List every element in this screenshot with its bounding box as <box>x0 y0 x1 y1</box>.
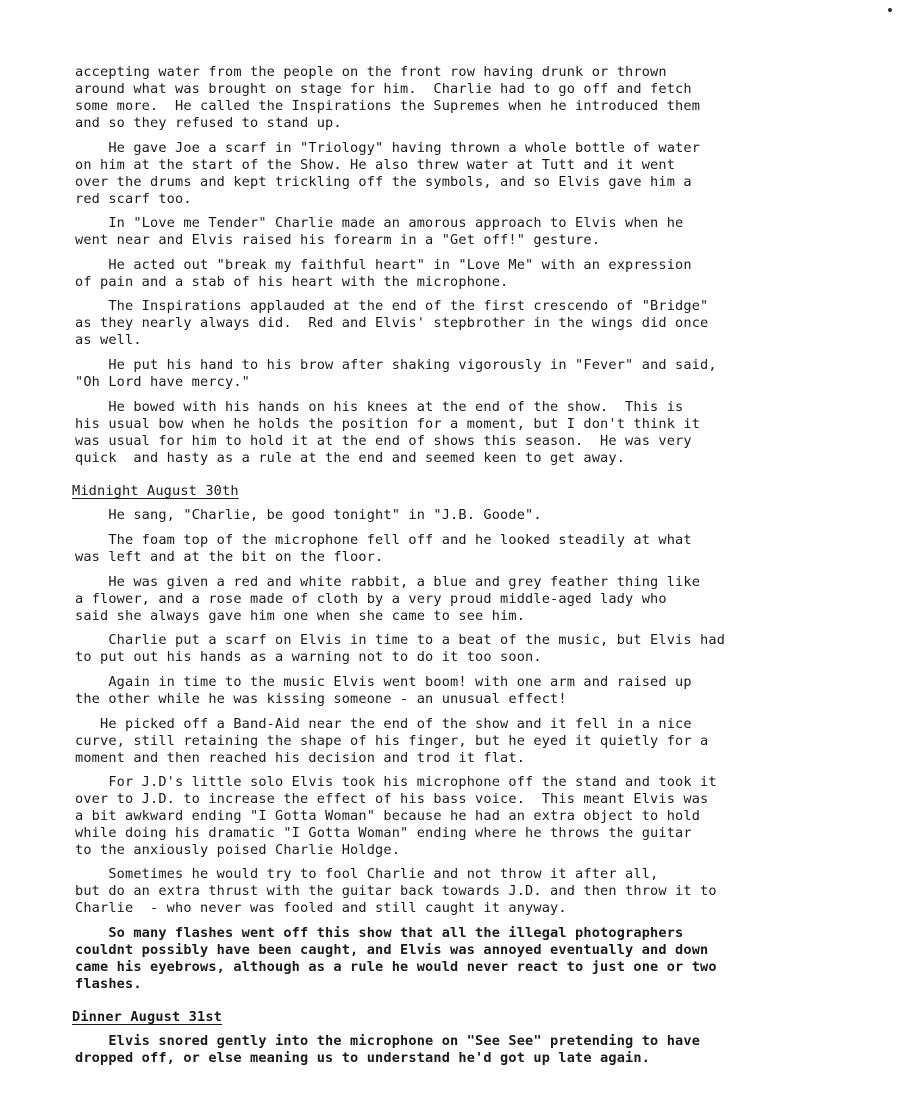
text-line: the other while he was kissing someone - an unusual effect! <box>75 691 567 707</box>
text-line: Charlie put a scarf on Elvis in time to a beat of the music, but Elvis had <box>75 632 726 648</box>
text-line: red scarf too. <box>75 191 192 207</box>
text-line: He put his hand to his brow after shaking vigorously in "Fever" and said, <box>75 357 717 373</box>
text-line: said she always gave him one when she came to see him. <box>75 608 526 624</box>
text-line: He bowed with his hands on his knees at the end of the show. This is <box>75 399 684 415</box>
text-line: He acted out "break my faithful heart" in "Love Me" with an expression <box>75 257 692 273</box>
text-line: to put out his hands as a warning not to do it too soon. <box>75 649 542 665</box>
section-heading: Midnight August 30th <box>72 483 239 499</box>
text-line: So many flashes went off this show that all the illegal photographers <box>75 925 684 941</box>
text-line: accepting water from the people on the front row having drunk or thrown <box>75 64 667 80</box>
text-line: He was given a red and white rabbit, a blue and grey feather thing like <box>75 574 701 590</box>
page-mark <box>888 8 892 12</box>
text-line: moment and then reached his decision and trod it flat. <box>75 750 526 766</box>
text-line: and so they refused to stand up. <box>75 115 342 131</box>
text-line: couldnt possibly have been caught, and Elvis was annoyed eventually and down <box>75 942 709 958</box>
text-line: In "Love me Tender" Charlie made an amorous approach to Elvis when he <box>75 215 684 231</box>
text-line: For J.D's little solo Elvis took his microphone off the stand and took it <box>75 774 717 790</box>
text-line: his usual bow when he holds the position for a moment, but I don't think it <box>75 416 701 432</box>
text-line: Charlie - who never was fooled and still caught it anyway. <box>75 900 567 916</box>
text-line: while doing his dramatic "I Gotta Woman" ending where he throws the guitar <box>75 825 692 841</box>
text-line: was usual for him to hold it at the end of shows this season. He was very <box>75 433 692 449</box>
text-line: flashes. <box>75 976 142 992</box>
text-line: curve, still retaining the shape of his finger, but he eyed it quietly for a <box>75 733 709 749</box>
text-line: over to J.D. to increase the effect of his bass voice. This meant Elvis was <box>75 791 709 807</box>
text-line: of pain and a stab of his heart with the microphone. <box>75 274 509 290</box>
text-line: came his eyebrows, although as a rule he would never react to just one or two <box>75 959 717 975</box>
text-line: went near and Elvis raised his forearm in a "Get off!" gesture. <box>75 232 601 248</box>
text-line: on him at the start of the Show. He also threw water at Tutt and it went <box>75 157 676 173</box>
text-line: "Oh Lord have mercy." <box>75 374 251 390</box>
section-heading: Dinner August 31st <box>72 1009 223 1025</box>
text-line: He picked off a Band-Aid near the end of the show and it fell in a nice <box>75 716 692 732</box>
text-line: over the drums and kept trickling off the symbols, and so Elvis gave him a <box>75 174 692 190</box>
text-line: He gave Joe a scarf in "Triology" having thrown a whole bottle of water <box>75 140 701 156</box>
text-line: The Inspirations applauded at the end of the first crescendo of "Bridge" <box>75 298 709 314</box>
text-line: some more. He called the Inspirations the Supremes when he introduced them <box>75 98 701 114</box>
text-line: dropped off, or else meaning us to understand he'd got up late again. <box>75 1050 651 1066</box>
text-line: quick and hasty as a rule at the end and seemed keen to get away. <box>75 450 626 466</box>
text-line: Elvis snored gently into the microphone on "See See" pretending to have <box>75 1033 701 1049</box>
text-line: He sang, "Charlie, be good tonight" in "J.B. Goode". <box>75 507 542 523</box>
text-line: Again in time to the music Elvis went boom! with one arm and raised up <box>75 674 692 690</box>
text-line: was left and at the bit on the floor. <box>75 549 384 565</box>
text-line: The foam top of the microphone fell off and he looked steadily at what <box>75 532 692 548</box>
text-line: as well. <box>75 332 142 348</box>
text-line: a flower, and a rose made of cloth by a very proud middle-aged lady who <box>75 591 667 607</box>
text-line: to the anxiously poised Charlie Holdge. <box>75 842 401 858</box>
text-line: around what was brought on stage for him. Charlie had to go off and fetch <box>75 81 692 97</box>
text-line: Sometimes he would try to fool Charlie and not throw it after all, <box>75 866 659 882</box>
text-line: but do an extra thrust with the guitar back towards J.D. and then throw it to <box>75 883 717 899</box>
text-line: a bit awkward ending "I Gotta Woman" because he had an extra object to hold <box>75 808 701 824</box>
text-line: as they nearly always did. Red and Elvis' stepbrother in the wings did once <box>75 315 709 331</box>
